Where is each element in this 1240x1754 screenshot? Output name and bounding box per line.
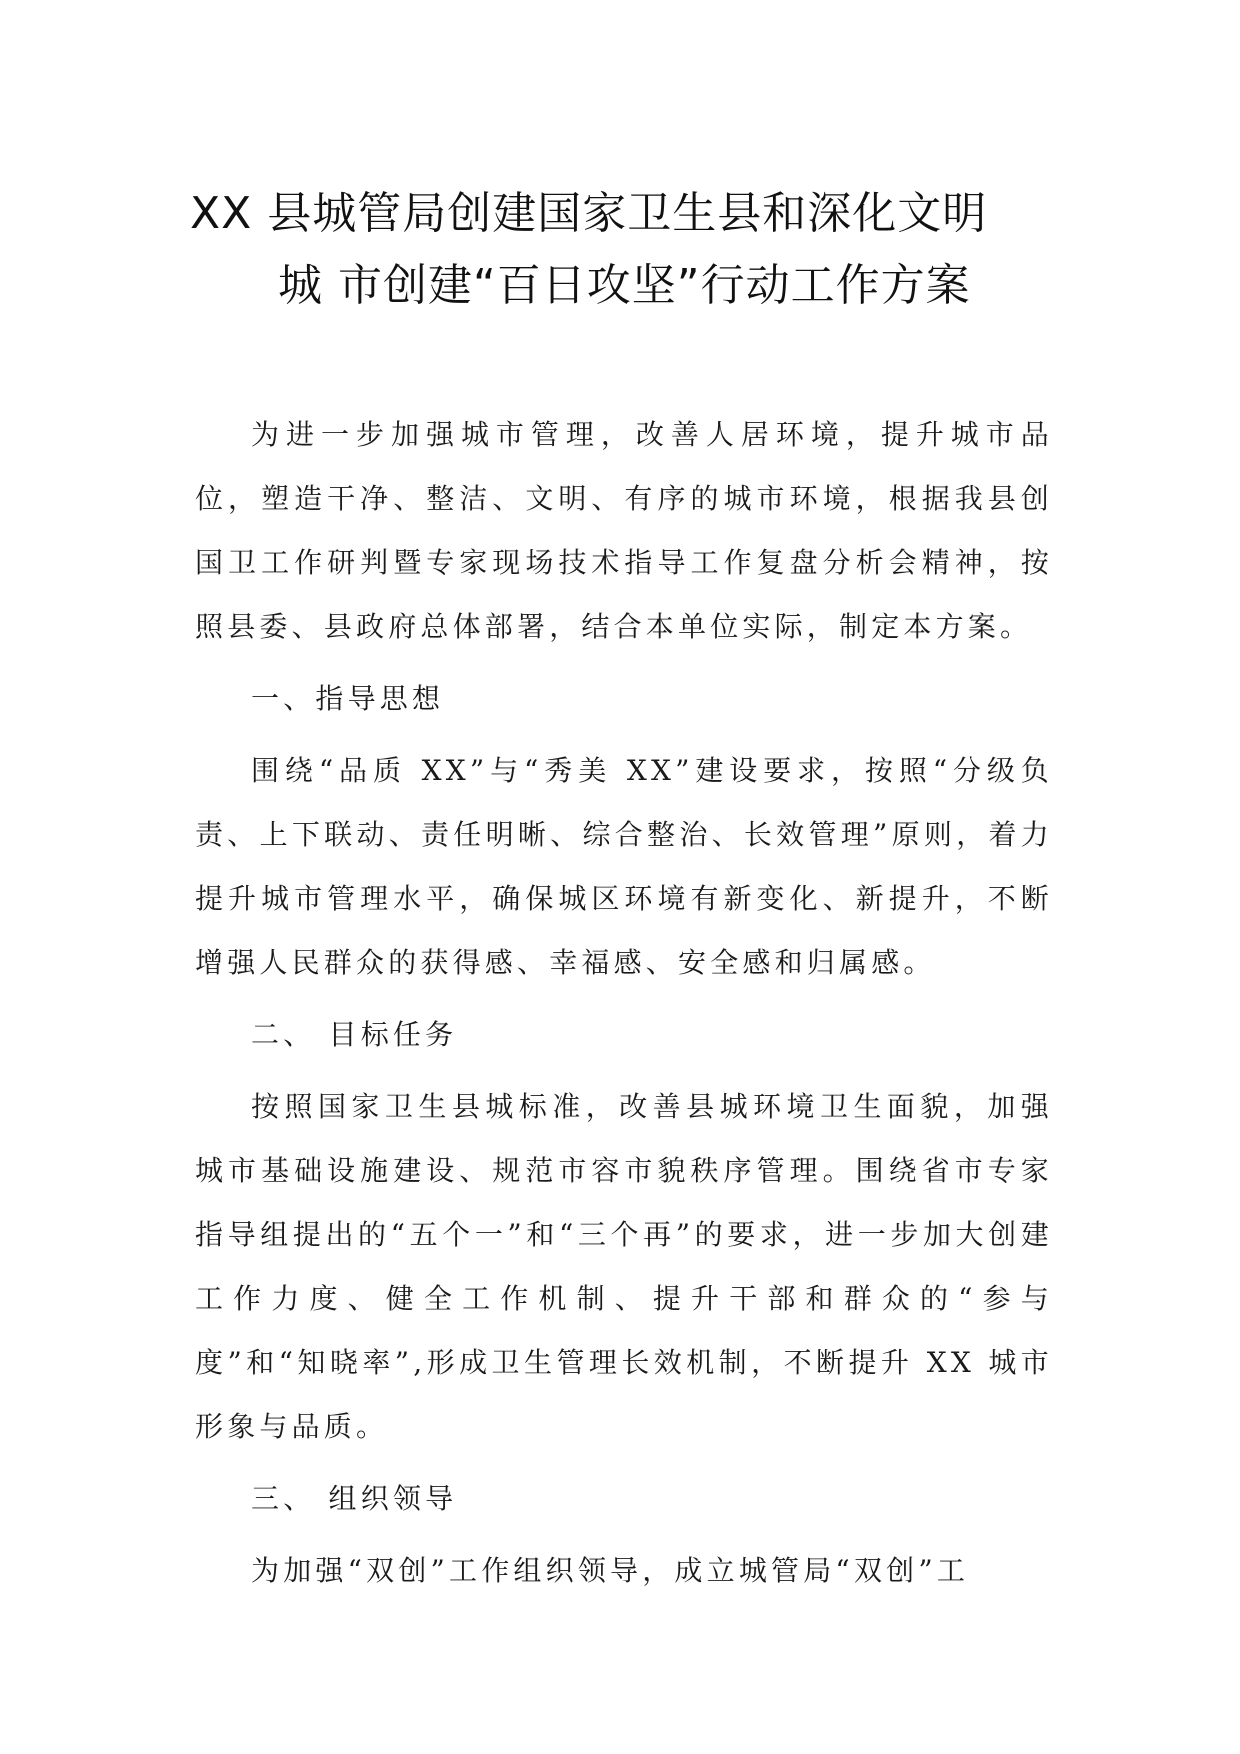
section-3-heading: 三、 组织领导	[251, 1482, 458, 1515]
intro-paragraph: 为进一步加强城市管理，改善人居环境，提升城市品位，塑造干净、整洁、文明、有序的城市环境，根据我县创国卫工作研判暨专家现场技术指导工作复盘分析会精神，按照县委、县政府总体部署，结合本单位实际，制定本方案。	[195, 418, 1053, 643]
document-body	[195, 403, 1053, 1603]
section-1-paragraph: 围绕“品质 XX”与“秀美 XX”建设要求，按照“分级负责、上下联动、责任明晰、综合整治、长效管理”原则，着力提升城市管理水平，确保城区环境有新变化、新提升，不断增强人民群众的获得感、幸福感、安全感和归属感。	[195, 754, 1053, 979]
title-line-1: XX 县城管局创建国家卫生县和深化文明	[190, 188, 988, 239]
title-line-2: 城 市创建“百日攻坚”行动工作方案	[278, 260, 971, 311]
section-3-paragraph: 为加强“双创”工作组织领导，成立城管局“双创”工	[251, 1554, 970, 1587]
section-2-heading: 二、 目标任务	[251, 1018, 458, 1051]
section-2-paragraph: 按照国家卫生县城标准，改善县城环境卫生面貌，加强城市基础设施建设、规范市容市貌秩序管理。围绕省市专家指导组提出的“五个一”和“三个再”的要求，进一步加大创建工作力度、健全工作机制、提升干部和群众的“参与度”和“知晓率”,形成卫生管理长效机制，不断提升 XX 城市形象与品质。	[195, 1090, 1053, 1443]
section-1-heading: 一、指导思想	[251, 682, 445, 715]
document-title	[190, 178, 1070, 322]
